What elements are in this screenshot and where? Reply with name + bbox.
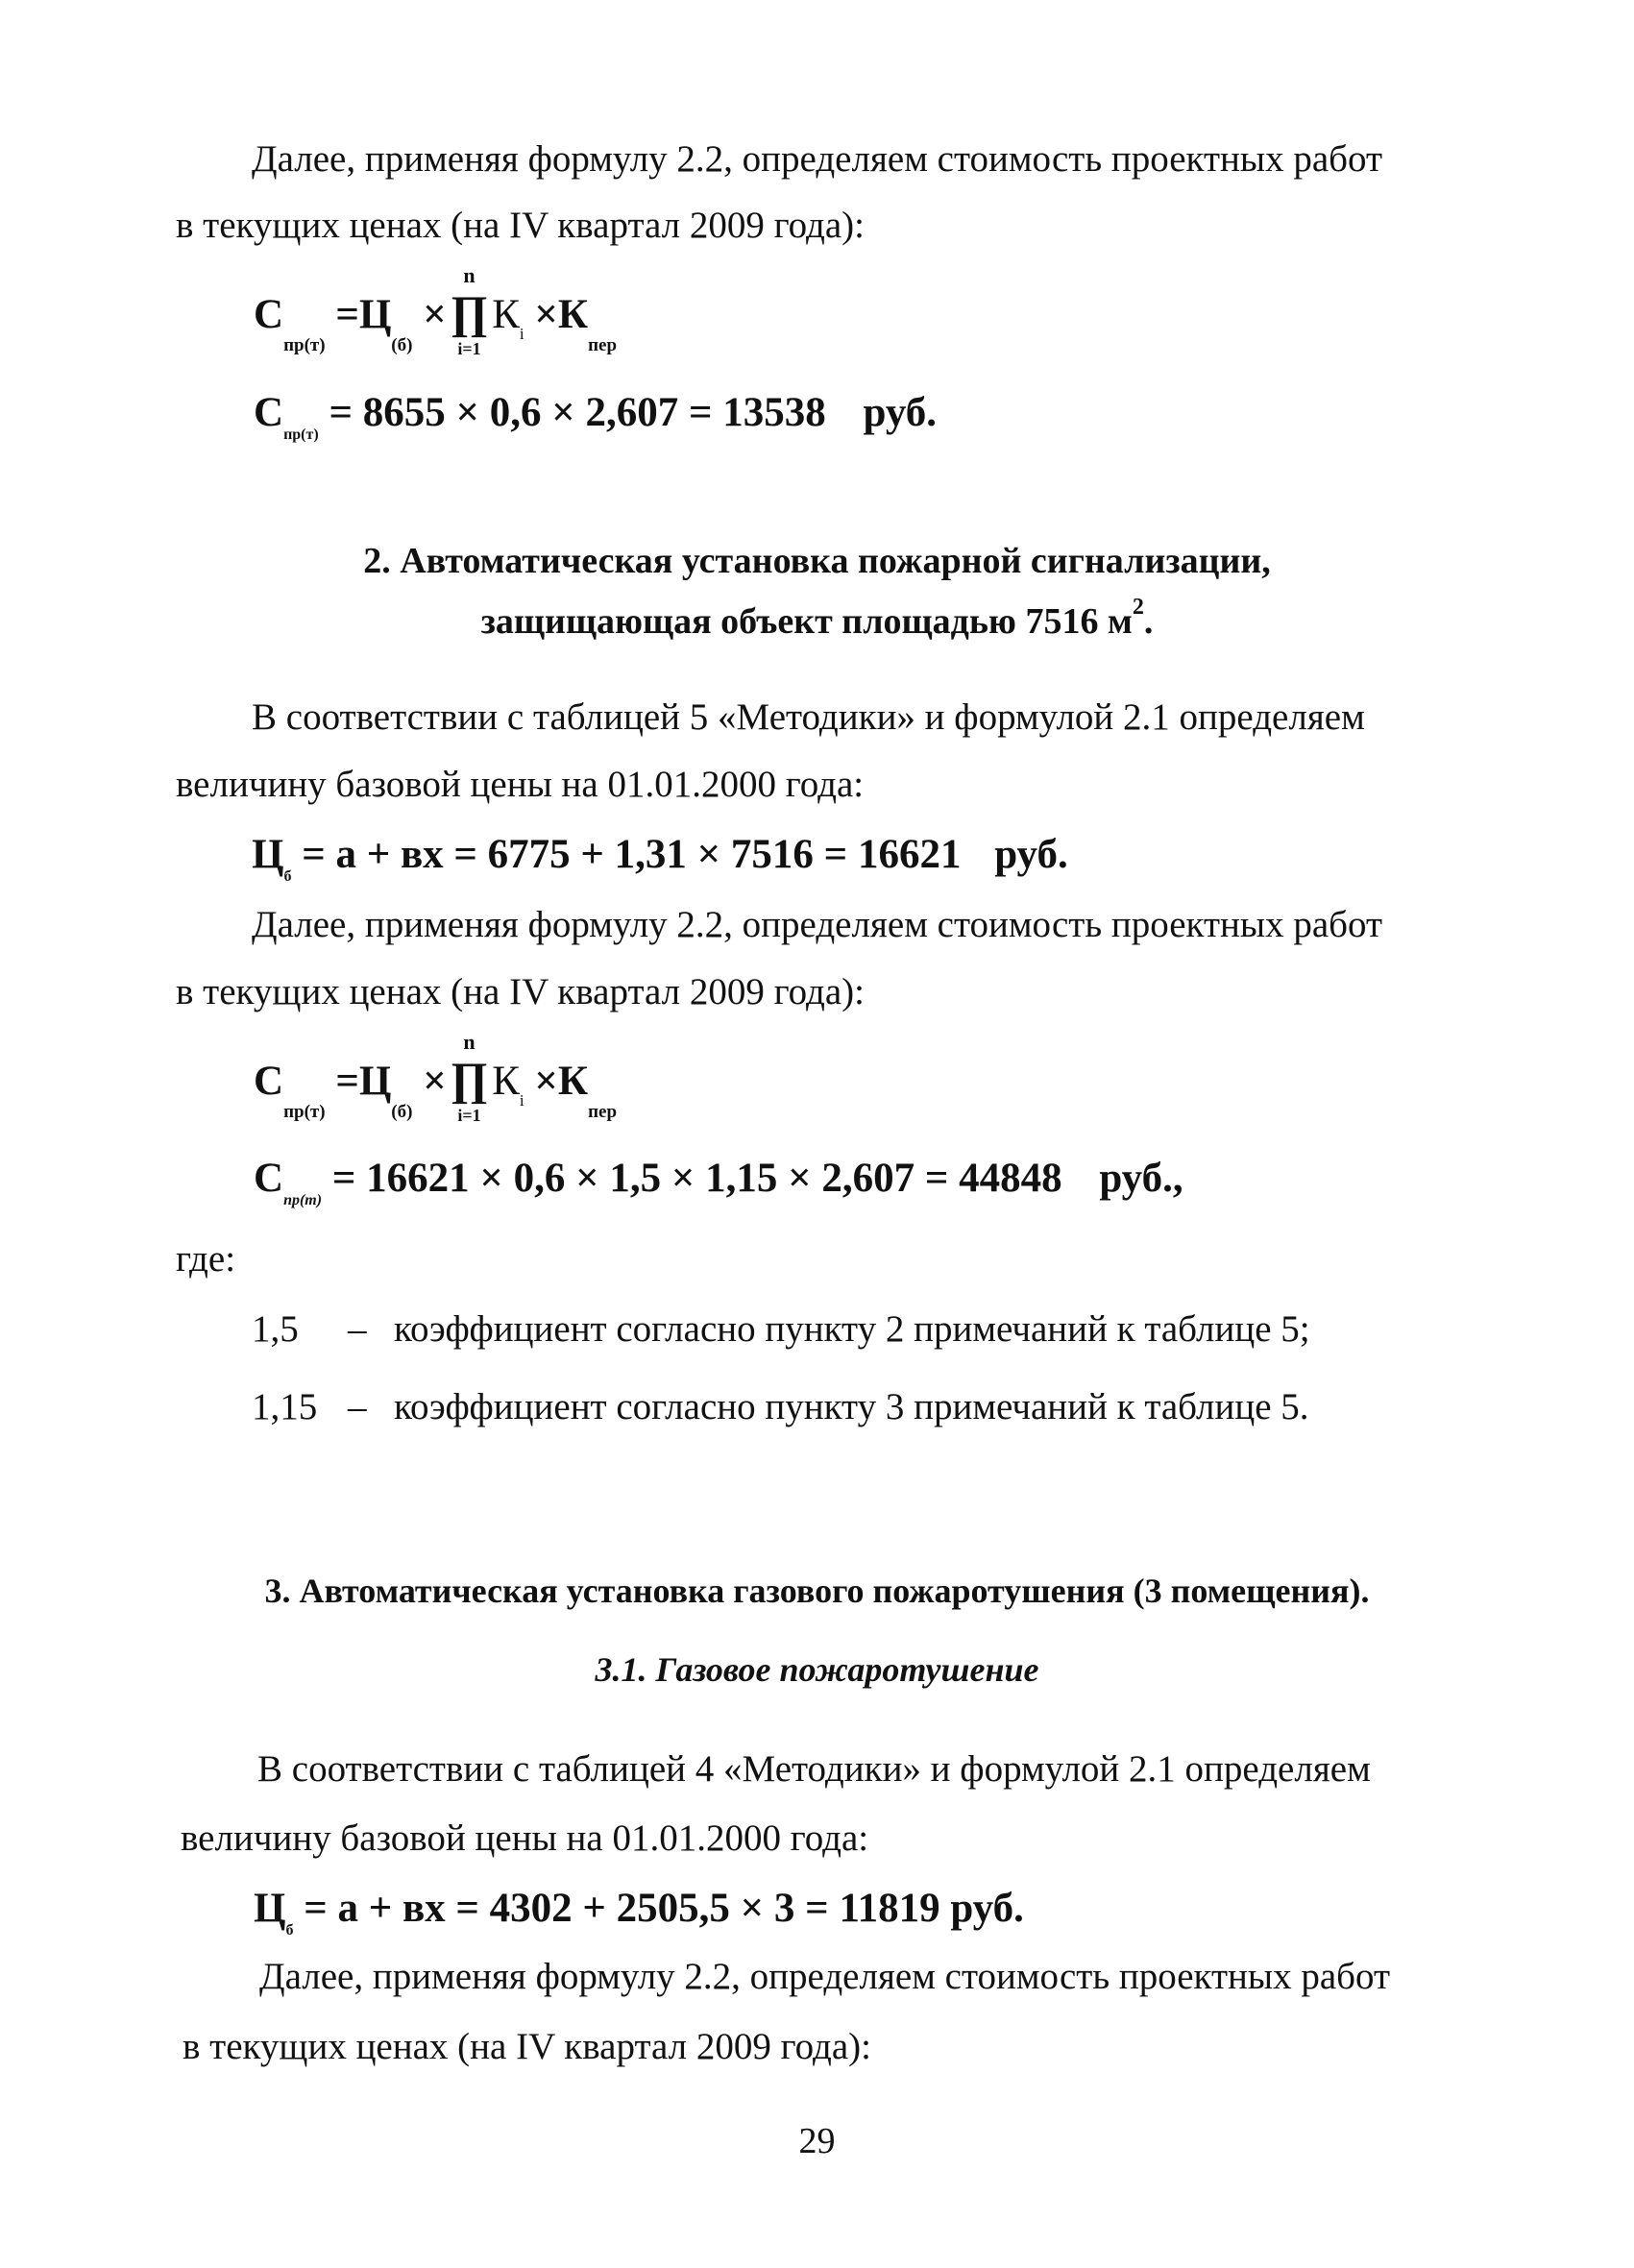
formula-symbol: С xyxy=(254,1156,284,1201)
formula-symbol: С xyxy=(254,292,284,337)
product-symbol: ∏ xyxy=(450,1054,489,1105)
formula-expression: = а + вх = 4302 + 2505,5 × 3 = 11819 руб. xyxy=(304,1886,1024,1931)
paragraph-line: величину базовой цены на 01.01.2000 года: xyxy=(176,764,865,805)
formula-expression: = а + вх = 6775 + 1,31 × 7516 = 16621 xyxy=(302,832,962,877)
formula-symbol: Ц xyxy=(254,1886,286,1931)
formula-subscript: пер xyxy=(588,1102,618,1122)
product-upper-limit: n xyxy=(463,1030,476,1054)
list-item xyxy=(252,1388,1309,1426)
formula-symbol: Ц xyxy=(252,832,284,877)
section-heading: 2. Автоматическая установка пожарной сигнализации, xyxy=(363,541,1271,581)
formula-subscript: пр(т) xyxy=(283,335,326,355)
formula-unit: руб., xyxy=(1099,1156,1183,1201)
formula-subscript: пр(т) xyxy=(283,1192,323,1208)
paragraph-line: Далее, применяя формулу 2.2, определяем стоимость проектных работ xyxy=(259,1956,1391,1997)
formula-operator: × xyxy=(423,292,447,337)
paragraph-line: в текущих ценах (на IV квартал 2009 года): xyxy=(176,971,865,1012)
formula-symbol: К xyxy=(492,292,520,337)
product-symbol: ∏ xyxy=(450,287,489,338)
product-upper-limit: n xyxy=(463,263,476,287)
dash: – xyxy=(348,1308,367,1350)
formula-unit: руб. xyxy=(994,832,1068,877)
heading-text: . xyxy=(1143,601,1154,642)
formula-symbol: ×К xyxy=(534,1059,589,1104)
paragraph-line: В соответствии с таблицей 5 «Методики» и формулой 2.1 определяем xyxy=(252,696,1365,738)
base-price-formula xyxy=(252,832,1068,885)
product-lower-limit: i=1 xyxy=(457,1106,481,1125)
formula-subscript: i xyxy=(519,1091,524,1110)
formula-general xyxy=(254,1030,618,1125)
dash: – xyxy=(348,1386,367,1427)
formula-subscript: пр(т) xyxy=(283,427,319,443)
formula-operator: × xyxy=(423,1059,447,1104)
list-item xyxy=(252,1310,1310,1348)
formula-symbol: С xyxy=(254,390,284,435)
formula-symbol: К xyxy=(492,1059,520,1104)
product-lower-limit: i=1 xyxy=(457,339,481,358)
product-sign xyxy=(450,1030,489,1125)
section-heading xyxy=(0,595,1634,642)
formula-general xyxy=(254,263,618,358)
formula-unit: руб. xyxy=(863,390,937,435)
heading-text: защищающая объект площадью 7516 м xyxy=(480,601,1133,642)
formula-subscript: б xyxy=(285,1922,294,1939)
base-price-formula xyxy=(254,1886,1024,1939)
paragraph-line: Далее, применяя формулу 2.2, определяем стоимость проектных работ xyxy=(252,138,1383,180)
paragraph-line: в текущих ценах (на IV квартал 2009 года): xyxy=(183,2026,871,2067)
paragraph-line: Далее, применяя формулу 2.2, определяем стоимость проектных работ xyxy=(252,904,1383,945)
formula-calculation xyxy=(254,390,937,443)
formula-subscript: (б) xyxy=(391,335,413,355)
coefficient-description: коэффициент согласно пункту 2 примечаний к таблице 5; xyxy=(394,1308,1310,1350)
paragraph-line: В соответствии с таблицей 4 «Методики» и формулой 2.1 определяем xyxy=(257,1748,1371,1790)
formula-expression: = 16621 × 0,6 × 1,5 × 1,15 × 2,607 = 44848 xyxy=(331,1156,1062,1201)
formula-subscript: б xyxy=(283,868,292,885)
page-number: 29 xyxy=(798,2121,836,2161)
coefficient-value: 1,15 xyxy=(252,1386,318,1427)
product-sign xyxy=(450,263,489,358)
formula-symbol: ×К xyxy=(534,292,589,337)
coefficient-description: коэффициент согласно пункту 3 примечаний к таблице 5. xyxy=(394,1386,1309,1427)
formula-symbol: =Ц xyxy=(335,292,392,337)
subsection-heading: 3.1. Газовое пожаротушение xyxy=(595,1650,1039,1689)
section-heading: 3. Автоматическая установка газового пожаротушения (3 помещения). xyxy=(264,1572,1370,1610)
formula-subscript: (б) xyxy=(391,1102,413,1122)
formula-symbol: С xyxy=(254,1059,284,1104)
where-label: где: xyxy=(176,1238,236,1280)
formula-subscript: пр(т) xyxy=(283,1102,326,1122)
formula-calculation xyxy=(254,1156,1183,1208)
paragraph-line: в текущих ценах (на IV квартал 2009 года): xyxy=(176,205,865,246)
formula-symbol: =Ц xyxy=(335,1059,392,1104)
formula-subscript: i xyxy=(519,325,524,343)
heading-superscript: 2 xyxy=(1132,595,1144,620)
formula-expression: = 8655 × 0,6 × 2,607 = 13538 xyxy=(329,390,826,435)
coefficient-value: 1,5 xyxy=(252,1308,299,1350)
formula-subscript: пер xyxy=(588,335,618,355)
paragraph-line: величину базовой цены на 01.01.2000 года: xyxy=(181,1817,869,1859)
